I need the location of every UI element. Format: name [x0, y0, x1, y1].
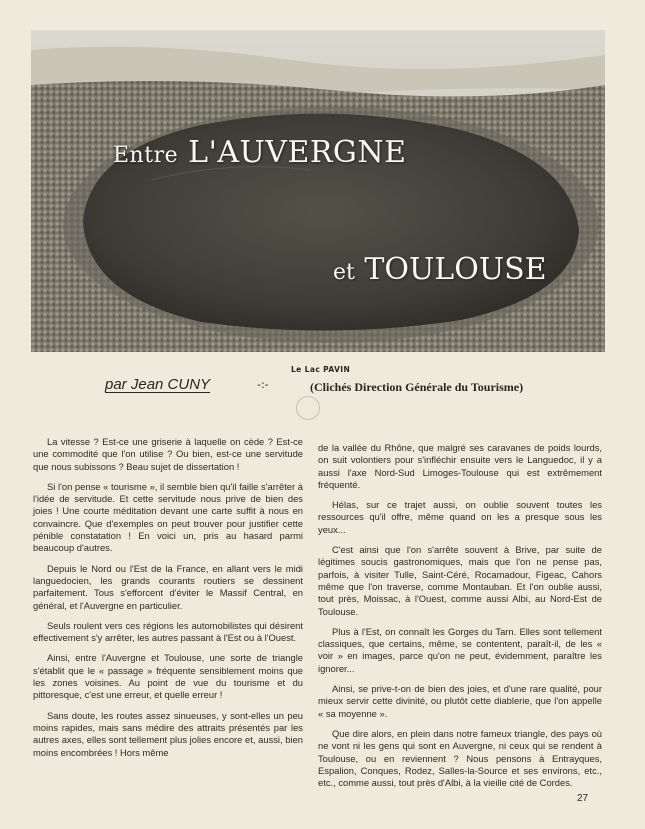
separator-ornament: -:- — [257, 378, 269, 391]
paragraph: Sans doute, les routes assez sinueuses, y sont-elles un peu moins rapides, mais sans médire des attraits présentés par les autres axes, elles sont tellement plus jolies encore et, aussi, bien moins encombrées ! Hors même — [33, 709, 303, 758]
paragraph: Seuls roulent vers ces régions les automobilistes qui désirent effectivement s'y arrêter, les autres passant à l'Est ou à l'Ouest. — [33, 619, 303, 644]
lake-photo — [31, 30, 605, 352]
title-line-1 — [113, 135, 407, 170]
article-column-right — [318, 442, 602, 797]
library-stamp-mark — [296, 396, 320, 420]
photo-credits: (Clichés Direction Générale du Tourisme) — [310, 380, 524, 394]
paragraph: Hélas, sur ce trajet aussi, on oublie souvent toutes les ressources qu'il offre, même quand on les a presque sous les yeux... — [318, 499, 602, 535]
photo-caption: Le Lac PAVIN — [291, 365, 351, 374]
title-word-auvergne: L'AUVERGNE — [188, 135, 407, 170]
paragraph: C'est ainsi que l'on s'arrête souvent à Brive, par suite de légitimes soucis gastronomiques, mais que l'on ne pense pas, parfois, à visiter Tulle, Saint-Céré, Rocamadour, Figeac, Cahors même que l'on traverse, comme Montauban. Et l'on oublie aussi, tout près, Moissac, à l'Ouest, comme aussi Albi, au Nord-Est de Toulouse. — [318, 544, 602, 617]
title-word-entre: Entre — [113, 143, 179, 168]
title-line-2 — [333, 252, 547, 287]
paragraph: Depuis le Nord ou l'Est de la France, en allant vers le midi languedocien, les grands courants routiers se dessinent parfaitement. Tous s'efforcent d'éviter le Massif Central, en général, et l'Auvergne en particulier. — [33, 562, 303, 611]
paragraph: Ainsi, entre l'Auvergne et Toulouse, une sorte de triangle s'établit que le « passage » fréquente sensiblement moins que les zones voisines. Au point de vue du tourisme et du pittoresque, c'est une erreur, et quelle erreur ! — [33, 652, 303, 701]
lake-photo-illustration — [31, 30, 605, 352]
article-column-left — [33, 436, 303, 767]
paragraph: La vitesse ? Est-ce une griserie à laquelle on cède ? Est-ce une commodité que l'on utilise ? Ou bien, est-ce une servitude que nous subissons ? Beau sujet de dissertation ! — [33, 436, 303, 472]
paragraph: Ainsi, se prive-t-on de bien des joies, et d'une rare qualité, pour mieux servir cette divinité, ou plutôt cette diablerie, que l'on appelle « sa moyenne ». — [318, 683, 602, 719]
paragraph: de la vallée du Rhône, que malgré ses caravanes de poids lourds, on suit volontiers pour s'infléchir ensuite vers le Languedoc, il y a aussi l'axe Nord-Sud Limoges-Toulouse qui est extrêmement fréquenté. — [318, 442, 602, 490]
paragraph: Plus à l'Est, on connaît les Gorges du Tarn. Elles sont tellement classiques, que certains, même, se contentent, paraît-il, de les « voir » en images, parce qu'on ne peut, évidemment, paraître les ignorer... — [318, 625, 602, 674]
author-byline: par Jean CUNY — [105, 376, 211, 393]
title-word-toulouse: TOULOUSE — [364, 252, 547, 287]
paragraph: Si l'on pense « tourisme », il semble bien qu'il faille s'arrêter à l'idée de servitude. Et cette servitude nous prive de bien des joies ! Une courte méditation devant une carte suffit à nous en convaincre. Que d'exemples on peut trouver pour justifier cette pénible constatation ! En voici un, pris au hasard parmi beaucoup d'autres. — [33, 480, 303, 554]
page-number: 27 — [577, 793, 589, 804]
title-word-et: et — [333, 260, 355, 285]
paragraph: Que dire alors, en plein dans notre fameux triangle, des pays où ne vont ni les gens qui sont en Auvergne, ni ceux qui se rendent à Toulouse, ou en reviennent ? Nous pensons à Entrayques, Espalion, Conques, Rodez, Salles-la-Source et ses environs, etc., etc., comme aussi, tout près d'Albi, à la vieille cité de Cordes. — [318, 727, 602, 789]
